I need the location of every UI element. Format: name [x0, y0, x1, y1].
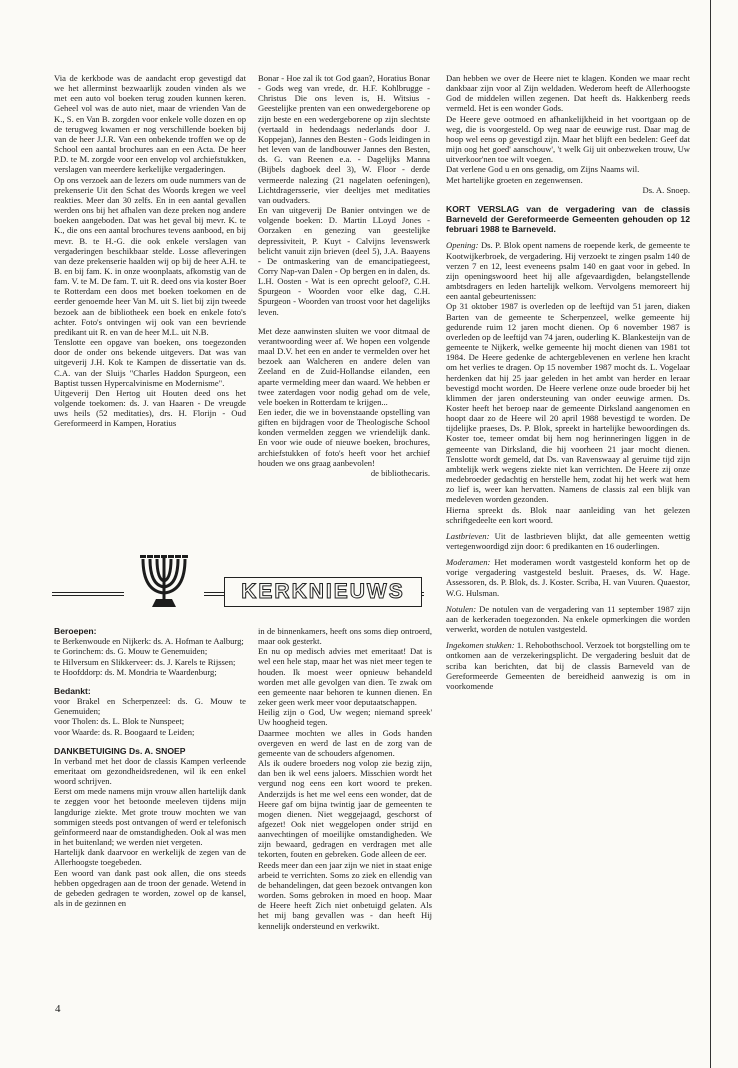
page-edge-rule [710, 0, 711, 1068]
paragraph: Met deze aanwinsten sluiten we voor ditmaal de verantwoording weer af. We hopen een volgende maal D.V. het een en ander te vermelden over het bezoek aan Walcheren en andere delen van Zeeland en de Zuid-Hollandse eilanden, een aparte vermelding meer dan waard. We hebben er twee zaterdagen voor nodig gehad om de vele, vele boeken in Rotterdam te krijgen... [258, 325, 430, 407]
paragraph: En nu op medisch advies met emeritaat! Dat is wel een hele stap, maar het was niet meer tegen te houden. Ik moest weer opnieuw behandeld worden met alle gevolgen van dien. Te zwak om een gemeente naar behoren te kunnen dienen. En zeker geen werk meer voor deputaatschappen. [258, 646, 432, 708]
list-item: te Hoofddorp: ds. M. Mondria te Waardenburg; [54, 666, 217, 677]
paragraph: Heilig zijn o God, Uw wegen; niemand spreek' Uw hoogheid tegen. [258, 707, 432, 728]
paragraph: Met hartelijke groeten en zegenwensen. [446, 174, 583, 185]
column-2-top [258, 73, 430, 478]
kerknieuws-banner [52, 555, 424, 610]
page-number: 4 [55, 1003, 61, 1015]
verslag-label: Notulen: [446, 603, 477, 614]
paragraph: Als ik oudere broeders nog volop zie bezig zijn, dan ben ik wel eens jaloers. Misschien wordt het vergund nog eens een kort woord te preken. Anderzijds is het me wel eens een wonder, dat de Heere gaf om bijna twintig jaar de gemeenten te mogen dienen. Niet weggejaagd, geschorst of afgezet! Ook niet weggelopen onder strijd en aanvechtingen of moeilijke omstandigheden. We zijn bewaard, gedragen en verdragen met alle tekorten, fouten en gebreken. Gode alleen de eer. [258, 758, 432, 860]
list-item: voor Brakel en Scherpenzeel: ds. G. Mouw te Genemuiden; [54, 696, 246, 717]
list-item: te Berkenwoude en Nijkerk: ds. A. Hofman te Aalburg; [54, 636, 244, 647]
dankbetuiging-heading: DANKBETUIGING Ds. A. SNOEP [54, 745, 186, 756]
column-1-top [54, 73, 246, 428]
verslag-moderamen: Moderamen: Het moderamen wordt vastgesteld konform het op de vorige vergadering vastgesteld besluit. Praeses, ds. W. Hage. Assessoren, ds. P. Blok, ds. J. Koster. Scriba, H. van Vuuren. Quaestor, W.G. Hulsman. [446, 557, 690, 598]
paragraph: Een woord van dank past ook allen, die ons steeds hebben opgedragen aan de troon der genade. Wetend in de gebeden gedragen te worden, zowel op de kansel, als in de gezinnen en [54, 867, 246, 909]
verslag-paragraph: Hierna spreekt ds. Blok naar aanleiding van het gelezen schriftgedeelte een kort woord. [446, 504, 690, 525]
column-2-bottom [258, 626, 432, 931]
paragraph: Tenslotte een opgave van boeken, ons toegezonden door de onder ons bekende uitgevers. Dat was van uitgeverij J.H. Kok te Kampen de dissertatie van ds. C.A. van der Sluijs "Charles Haddon Spurgeon, een Baptist tussen Hypercalvinisme en Modernisme". [54, 337, 246, 388]
kort-verslag-heading: KORT VERSLAG van de vergadering van de classis Barneveld der Gereformeerde Gemeenten gehouden op 12 februari 1988 te Barneveld. [446, 203, 690, 235]
column-3 [446, 73, 690, 691]
paragraph: Uitgeverij Den Hertog uit Houten deed ons het volgende toekomen: ds. J. van Haaren - De vreugde uws heils (52 meditaties), drs. H. Florijn - Oud Gereformeerd in Kampen, Horatius [54, 387, 246, 429]
paragraph: Dat verlene God u en ons genadig, om Zijns Naams wil. [446, 164, 640, 175]
kerknieuws-title: KERKNIEUWS [224, 577, 422, 607]
paragraph: In verband met het door de classis Kampen verleende emeritaat om gezondheidsredenen, wil ik een enkel woord schrijven. [54, 755, 246, 787]
verslag-label: Ingekomen stukken: [446, 640, 515, 651]
paragraph: Daarmee mochten we alles in Gods handen overgeven en werd de last en de zorg van de gemeente van de schouders afgenomen. [258, 727, 432, 758]
signature-snoep: Ds. A. Snoep. [642, 184, 690, 195]
paragraph: Hartelijk dank daarvoor en werkelijk de zegen van de Allerhoogste toegebeden. [54, 847, 246, 868]
paragraph: De Heere geve ootmoed en afhankelijkheid in het voortgaan op de weg, die is voorgesteld. Op weg naar de eeuwige rust. Daar mag de hoop wel eens op gevestigd zijn. Maar het blijft een bedelen: Geef dat mijn oog het goed' aanschouw', 't welk Gij uit onbezweken trouw, Uw uitverkoor'nen toe wilt voegen. [446, 113, 690, 165]
paragraph: Op ons verzoek aan de lezers om oude nummers van de prekenserie Uit den Schat des Woords kregen we veel reakties. Meer dan 30 zelfs. En in een aantal gevallen werden ons bij het afhalen van deze preken nog andere boeken aangeboden. Dat was het geval bij mevr. K. te K., die ons een aantal brochures tevens aanbood, en bij mevr. B. te H.-G. die ook enkele verslagen van vergaderingen beschikbaar stelde. Losse afleveringen van deze prekenserie haalden wij op bij de heer A.H. te B. en bij fam. K. in onze woonplaats, afkomstig van de fam. V. te M. De fam. T. uit R. deed ons via koster Boer te Rotterdam een doos met boeken toekomen en de eerder genoemde heer Van M. uit S. liet bij zijn tweede bezoek aan de bibliotheek een boek en enkele foto's achter. Foto's ontvingen wij ook van een bevriende predikant uit R. en van de heer M.L. uit N.B. [54, 174, 246, 337]
beroepen-heading: Beroepen: [54, 626, 97, 636]
verslag-label: Lastbrieven: [446, 530, 490, 541]
list-item: te Hilversum en Slikkerveer: ds. J. Karels te Rijssen; [54, 656, 236, 667]
paragraph: in de binnenkamers, heeft ons soms diep ontroerd, maar ook gesterkt. [258, 626, 432, 647]
list-item: te Gorinchem: ds. G. Mouw te Genemuiden; [54, 646, 208, 657]
signature-bibliothecaris: de bibliothecaris. [370, 467, 430, 478]
verslag-label: Moderamen: [446, 557, 491, 568]
column-1-bottom [54, 626, 246, 908]
paragraph: Reeds meer dan een jaar zijn we niet in staat enige arbeid te verrichten. Soms zo ziek en ellendig van de behandelingen, dat geen bezoek ontvangen kon worden. Soms gebroken in moed en hoop. Maar de Heere heeft Zich niet onbetuigd gelaten. Als het mij bang gevallen was - dan heeft Hij kennelijk ondersteund en verkwikt. [258, 859, 432, 931]
verslag-paragraph: Op 31 oktober 1987 is overleden op de leeftijd van 51 jaren, diaken Barten van de gemeente te Scherpenzeel, welke gemeente hij gedurende ruim 12 jaren mocht dienen. Op 6 november 1987 is overleden op de leeftijd van 74 jaren, ouderling K. Blankesteijn van de gemeente te Nijkerk, welke gemeente hij mocht dienen van 1981 tot 1984. De Heere gedenke de achtergeblevenen en verlene hen kracht om het verlies te dragen. Op 15 november 1987 mocht ds. L. Vogelaar herdenken dat hij 25 jaar geleden in het ambt van herder en leraar bevestigd mocht worden. De Heere verlene onze oude broeder bij het klimmen der jaren ondersteuning van onder eeuwige armen. Ds. Koster heeft het beroep naar de gemeente Dirksland aangenomen en hoopt daar zo de Heere wil 20 april 1988 bevestigd te worden. De tijdelijke praeses, Ds. P. Blok, spreekt in hartelijke bewoordingen ds. Koster toe, temeer omdat bij hem nog herinneringen liggen in de gemeente van Dirksland, die hij voorheen 21 jaar mocht dienen. Tenslotte wordt gemeld, dat Ds. van Ravenswaay al geruime tijd zijn ambtelijk werk wegens ziekte niet kan verrichten. De Heere zij onze medebroeder gedachtig en herstelle hem, zodat hij het werk wat hem zo lief is, weer kan hervatten. Namens de classis zal een blijk van medeleven worden gezonden. [446, 301, 690, 505]
verslag-label: Opening: [446, 240, 479, 251]
verslag-opening: Opening: Ds. P. Blok opent namens de roepende kerk, de gemeente te Kootwijkerbroek, de vergadering. Hij verzoekt te zingen psalm 140 de verzen 7 en 12, leest eveneens psalm 140 en gaat voor in gebed. In zijn openingswoord heet hij alle afgevaardigden, belangstellende ambtsdragers en leden hartelijk welkom. Vervolgens memoreert hij een aantal gebeurtenissen: [446, 240, 690, 302]
paragraph: Een ieder, die we in bovenstaande opstelling van giften en bijdragen voor de Theologische School konden vermelden zeggen we vriendelijk dank. En voor wie oude of nieuwe boeken, brochures, archiefstukken of foto's heeft voor het archief houden we ons graag aanbevolen! [258, 407, 430, 468]
paragraph: Bonar - Hoe zal ik tot God gaan?, Horatius Bonar - Gods weg van vrede, dr. H.F. Kohlbrugge - Christus Die ons leven is, H. Witsius - Geestelijke prenten van een onwedergeborene op zijn beste en een wedergeborene op zijn slechtste (vertaald in hedendaags nederlands door J. Koppejan), Jannes den Besten - Gods leidingen in het leven van de landbouwer Jannes den Besten, ds. G. van Reenen e.a. - Dagelijks Manna (Bijbels dagboek deel 3), W. Floor - derde vermeerde nalezing (21 nagelaten oefeningen), Lichtdragersserie, vier deeltjes met meditaties van oudvaders. [258, 73, 430, 205]
paragraph: Dan hebben we over de Heere niet te klagen. Konden we maar recht dankbaar zijn voor al Zijn weldaden. Wederom heeft de Allerhoogste God de middelen willen zegenen. Dat heeft ds. Hakkenberg reeds vermeld. Het is een wonder Gods. [446, 73, 690, 114]
paragraph: En van uitgeverij De Banier ontvingen we de volgende boeken: D. Martin LLoyd Jones - Oorzaken en genezing van geestelijke depressiviteit, P. Kuyt - Calvijns levenswerk belicht vanuit zijn brieven (deel 5), J.A. Baayens - De ontmaskering van de emancipatiegeest, Corry Nap-van Dalen - Op bergen en in dalen, ds. L.H. Oosten - Wat is een oprecht geloof?, C.H. Spurgeon - Woorden voor elke dag, C.H. Spurgeon - Woorden van troost voor het dagelijks leven. [258, 205, 430, 317]
verslag-lastbrieven: Lastbrieven: Uit de lastbrieven blijkt, dat alle gemeenten wettig vertegenwoordigd zijn door: 6 predikanten en 16 ouderlingen. [446, 530, 690, 552]
menorah-icon [124, 555, 204, 609]
verslag-ingekomen: Ingekomen stukken: 1. Rehobothschool. Verzoek tot borgstelling om te ontkomen aan de verzekeringsplicht. De vergadering besluit dat de scriba kan berichten, dat bij de classis Barneveld van de Gereformeerde Gemeenten de bereidheid aanwezig is om in voorkomende [446, 640, 690, 691]
bedankt-heading: Bedankt: [54, 685, 91, 696]
paragraph: Via de kerkbode was de aandacht erop gevestigd dat we het allerminst bezwaarlijk zouden vinden als we met een auto vol boeken terug zouden kunnen keren. Geheel vol was de auto niet, maar de vrienden Van de K., S. en Van B. zorgden voor enkele volle dozen en op de terugweg kwamen er nog verschillende boeken bij van de heer J.J.R. Van een onbekende troffen we op de School een aantal brochures aan en een Acta. De heer P.D. te M. zorgde voor een envelop vol archiefstukken, verslagen van meerdere kerkelijke vergaderingen. [54, 73, 246, 175]
verslag-notulen: Notulen: De notulen van de vergadering van 11 september 1987 zijn aan de kerkeraden toegezonden. Na enkele opmerkingen die worden verwerkt, worden de notulen vastgesteld. [446, 603, 690, 635]
list-item: voor Waarde: ds. R. Boogaard te Leiden; [54, 726, 195, 737]
paragraph: Eerst om mede namens mijn vrouw allen hartelijk dank te zeggen voor het betoonde meeleven tijdens mijn langdurige ziekte. Met grote trouw mochten we van sommigen steeds post ontvangen of werd er telefonisch geïnformeerd naar de omstandigheden. Ook al was men in het buitenland; we werden niet vergeten. [54, 786, 246, 848]
list-item: voor Tholen: ds. L. Blok te Nunspeet; [54, 716, 185, 727]
